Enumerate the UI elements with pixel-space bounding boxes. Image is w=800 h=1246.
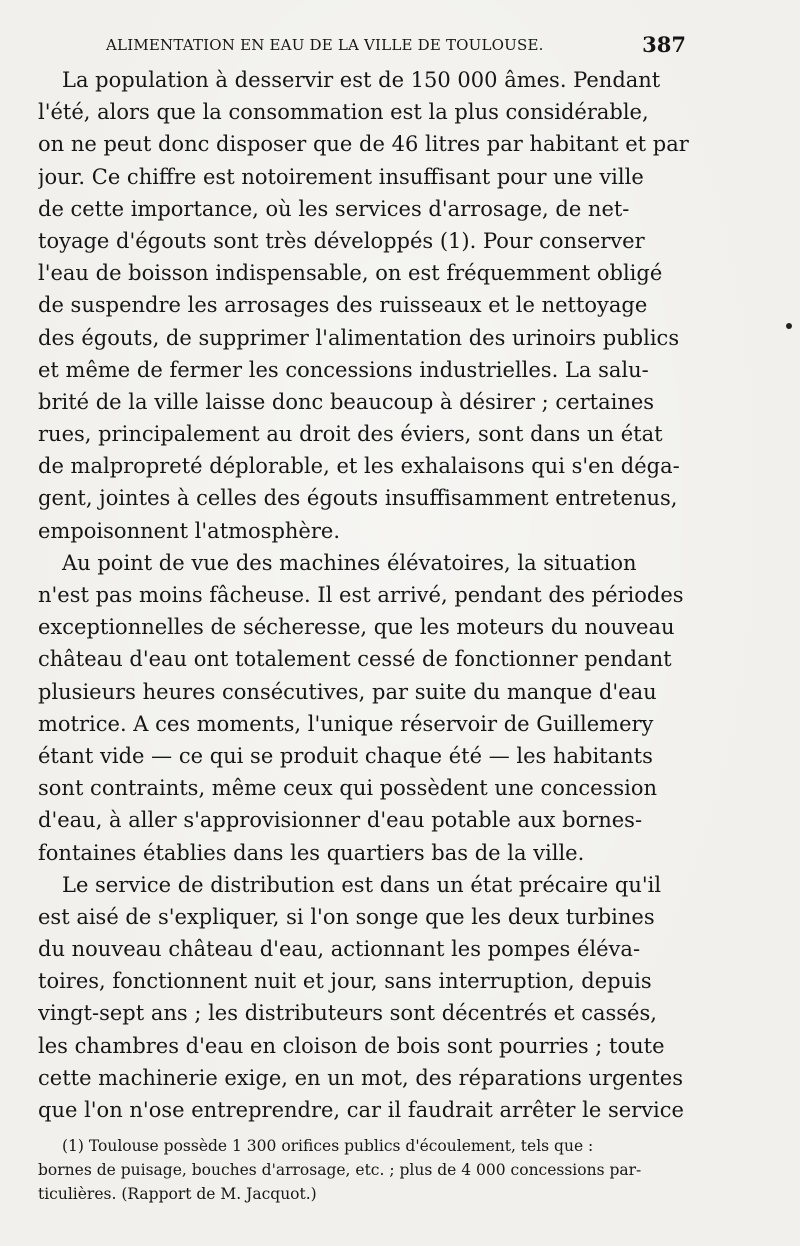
- text-line: des égouts, de supprimer l'alimentation des urinoirs publics: [38, 325, 680, 350]
- text-line: de suspendre les arrosages des ruisseaux et le nettoyage: [38, 293, 648, 318]
- text-line: d'eau, à aller s'approvisionner d'eau potable aux bornes-: [38, 808, 643, 833]
- text-line: motrice. A ces moments, l'unique réservoir de Guillemery: [38, 711, 654, 736]
- text-line: n'est pas moins fâcheuse. Il est arrivé, pendant des périodes: [38, 583, 684, 607]
- text-line: est aisé de s'expliquer, si l'on songe que les deux turbines: [38, 904, 655, 929]
- running-head: [106, 34, 686, 60]
- text-line: toires, fonctionnent nuit et jour, sans interruption, depuis: [38, 969, 652, 994]
- text-line: sont contraints, même ceux qui possèdent une concession: [38, 776, 658, 801]
- text-line: et même de fermer les concessions industrielles. La salu-: [38, 357, 649, 382]
- text-line: que l'on n'ose entreprendre, car il faudrait arrêter le service: [38, 1098, 684, 1122]
- text-line: toyage d'égouts sont très développés (1). Pour conserver: [38, 228, 645, 253]
- page-number: 387: [642, 32, 686, 57]
- body-text: [38, 64, 694, 1126]
- text-line: de cette importance, où les services d'arrosage, de net-: [38, 196, 630, 221]
- text-line: gent, jointes à celles des égouts insuffisamment entretenus,: [38, 486, 678, 511]
- text-line: étant vide — ce qui se produit chaque été — les habitants: [38, 743, 653, 768]
- footnotes: [38, 1134, 694, 1206]
- text-line: château d'eau ont totalement cessé de fonctionner pendant: [38, 647, 672, 672]
- text-line: empoisonnent l'atmosphère.: [38, 518, 340, 543]
- text-line: de malpropreté déplorable, et les exhalaisons qui s'en déga-: [38, 454, 680, 479]
- text-line: exceptionnelles de sécheresse, que les moteurs du nouveau: [38, 615, 675, 640]
- text-line: les chambres d'eau en cloison de bois sont pourries ; toute: [38, 1033, 665, 1058]
- text-line: l'été, alors que la consommation est la plus considérable,: [38, 100, 649, 125]
- footnote-line: ticulières. (Rapport de M. Jacquot.): [38, 1185, 317, 1203]
- text-line: Au point de vue des machines élévatoires, la situation: [62, 550, 637, 575]
- footnote-line: bornes de puisage, bouches d'arrosage, etc. ; plus de 4 000 concessions par-: [38, 1161, 642, 1179]
- text-line: plusieurs heures consécutives, par suite du manque d'eau: [38, 679, 657, 704]
- text-line: fontaines établies dans les quartiers bas de la ville.: [38, 840, 585, 865]
- text-line: cette machinerie exige, en un mot, des réparations urgentes: [38, 1065, 684, 1090]
- text-line: l'eau de boisson indispensable, on est fréquemment obligé: [38, 261, 663, 286]
- text-line: Le service de distribution est dans un état précaire qu'il: [62, 872, 662, 897]
- text-line: brité de la ville laisse donc beaucoup à désirer ; certaines: [38, 389, 655, 414]
- text-line: La population à desservir est de 150 000 âmes. Pendant: [62, 68, 661, 92]
- text-line: vingt-sept ans ; les distributeurs sont décentrés et cassés,: [38, 1001, 657, 1026]
- text-line: on ne peut donc disposer que de 46 litres par habitant et par: [38, 132, 689, 157]
- margin-speck: [786, 323, 792, 329]
- text-line: rues, principalement au droit des éviers, sont dans un état: [38, 422, 663, 447]
- text-line: du nouveau château d'eau, actionnant les pompes éléva-: [38, 937, 641, 962]
- text-line: jour. Ce chiffre est notoirement insuffisant pour une ville: [38, 164, 644, 189]
- running-title: ALIMENTATION EN EAU DE LA VILLE DE TOULOUSE.: [106, 36, 544, 54]
- footnote-line: (1) Toulouse possède 1 300 orifices publics d'écoulement, tels que :: [62, 1137, 594, 1155]
